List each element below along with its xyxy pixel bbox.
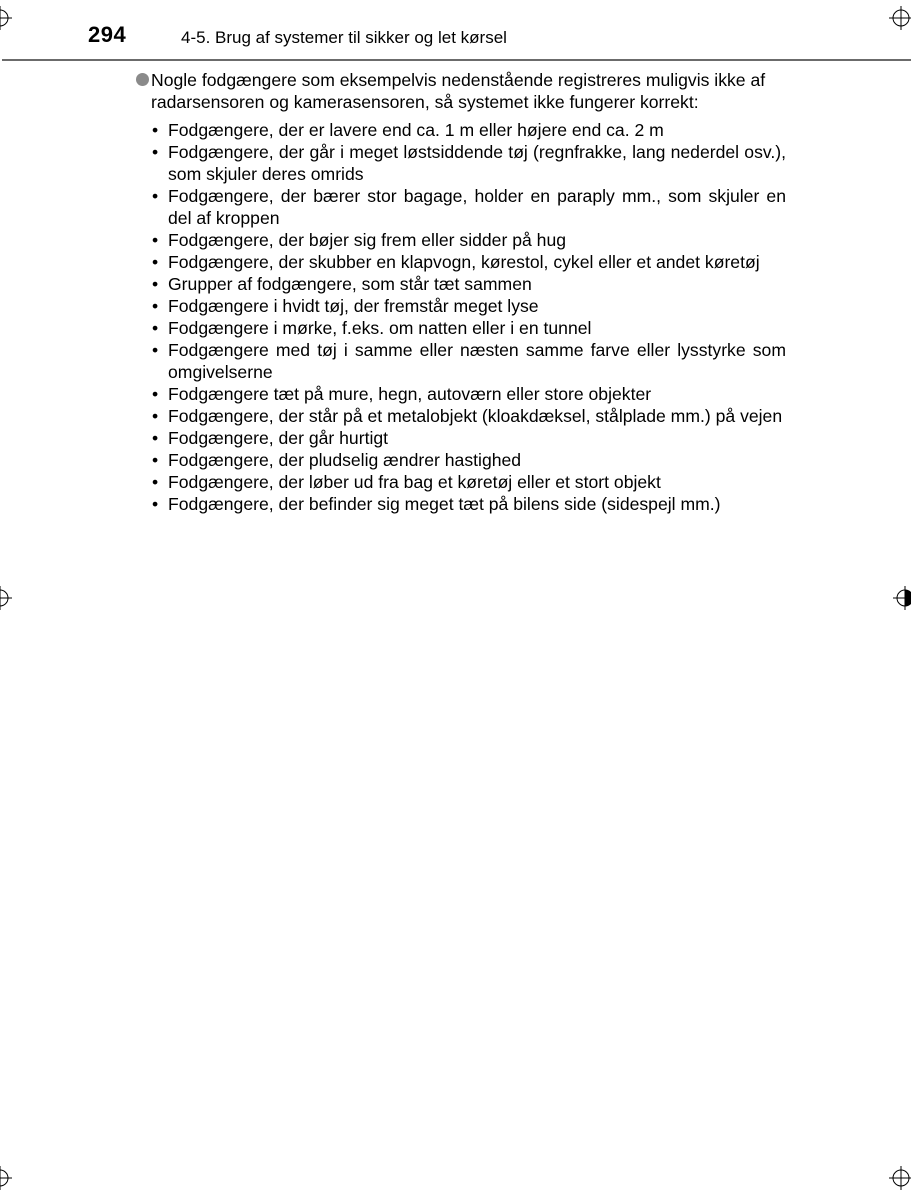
list-item-text: Fodgængere, der står på et metalobjekt (kloakdæksel, stålplade mm.) på vejen <box>168 406 783 426</box>
list-item <box>152 273 786 295</box>
registration-mark-icon <box>0 586 12 610</box>
list-item-text: Fodgængere i mørke, f.eks. om natten eller i en tunnel <box>168 318 592 338</box>
list-item-text: Fodgængere, der befinder sig meget tæt på bilens side (sidespejl mm.) <box>168 494 721 514</box>
bullet-icon: • <box>152 230 159 250</box>
list-item-text: Fodgængere i hvidt tøj, der fremstår meget lyse <box>168 296 539 316</box>
list-item-text: Grupper af fodgængere, som står tæt sammen <box>168 274 532 294</box>
bullet-icon: • <box>152 120 159 140</box>
bullet-icon: • <box>152 186 159 206</box>
list-item <box>152 471 786 493</box>
list-item-text: Fodgængere, der bærer stor bagage, holder en paraply mm., som skjuler en del af kroppen <box>168 186 786 228</box>
list-item <box>152 493 786 515</box>
list-item <box>152 317 786 339</box>
registration-mark-icon <box>0 1166 12 1190</box>
list-item <box>152 141 786 185</box>
bullet-icon: • <box>152 142 159 162</box>
list-item-text: Fodgængere, der pludselig ændrer hastighed <box>168 450 522 470</box>
bullet-icon: • <box>152 406 159 426</box>
page-header <box>0 0 911 62</box>
lead-paragraph <box>136 69 786 113</box>
bullet-icon: • <box>152 428 159 448</box>
list-item <box>152 295 786 317</box>
registration-mark-icon <box>0 6 12 30</box>
body-content <box>136 69 786 515</box>
list-item <box>152 185 786 229</box>
registration-mark-icon <box>889 1166 911 1190</box>
page-number: 294 <box>88 22 127 47</box>
list-item <box>152 383 786 405</box>
list-item <box>152 449 786 471</box>
bullet-icon: • <box>152 384 159 404</box>
list-item-text: Fodgængere, der er lavere end ca. 1 m eller højere end ca. 2 m <box>168 120 664 140</box>
list-item <box>152 405 786 427</box>
bullet-icon: • <box>152 296 159 316</box>
list-item-text: Fodgængere med tøj i samme eller næsten samme farve eller lysstyrke som omgivelserne <box>168 340 786 382</box>
pedestrian-list <box>136 119 786 515</box>
bullet-icon: • <box>152 274 159 294</box>
gray-dot-icon <box>136 73 149 86</box>
bullet-icon: • <box>152 340 159 360</box>
section-title: 4-5. Brug af systemer til sikker og let kørsel <box>181 28 507 47</box>
list-item <box>152 427 786 449</box>
list-item-text: Fodgængere, der skubber en klapvogn, kørestol, cykel eller et andet køretøj <box>168 252 760 272</box>
list-item <box>152 251 786 273</box>
list-item-text: Fodgængere, der løber ud fra bag et køretøj eller et stort objekt <box>168 472 661 492</box>
header-divider <box>2 59 911 61</box>
bullet-icon: • <box>152 450 159 470</box>
list-item-text: Fodgængere, der går i meget løstsiddende tøj (regnfrakke, lang nederdel osv.), som skjuler deres omrids <box>168 142 786 184</box>
bullet-icon: • <box>152 318 159 338</box>
registration-mark-icon <box>893 586 911 610</box>
bullet-icon: • <box>152 494 159 514</box>
bullet-icon: • <box>152 252 159 272</box>
list-item-text: Fodgængere tæt på mure, hegn, autoværn eller store objekter <box>168 384 652 404</box>
list-item <box>152 229 786 251</box>
list-item-text: Fodgængere, der går hurtigt <box>168 428 389 448</box>
bullet-icon: • <box>152 472 159 492</box>
list-item-text: Fodgængere, der bøjer sig frem eller sidder på hug <box>168 230 567 250</box>
lead-text: Nogle fodgængere som eksempelvis nedenstående registreres muligvis ikke af radarsensoren og kamerasensoren, så systemet ikke fungerer korrekt: <box>151 70 766 112</box>
list-item <box>152 119 786 141</box>
registration-mark-icon <box>889 6 911 30</box>
list-item <box>152 339 786 383</box>
